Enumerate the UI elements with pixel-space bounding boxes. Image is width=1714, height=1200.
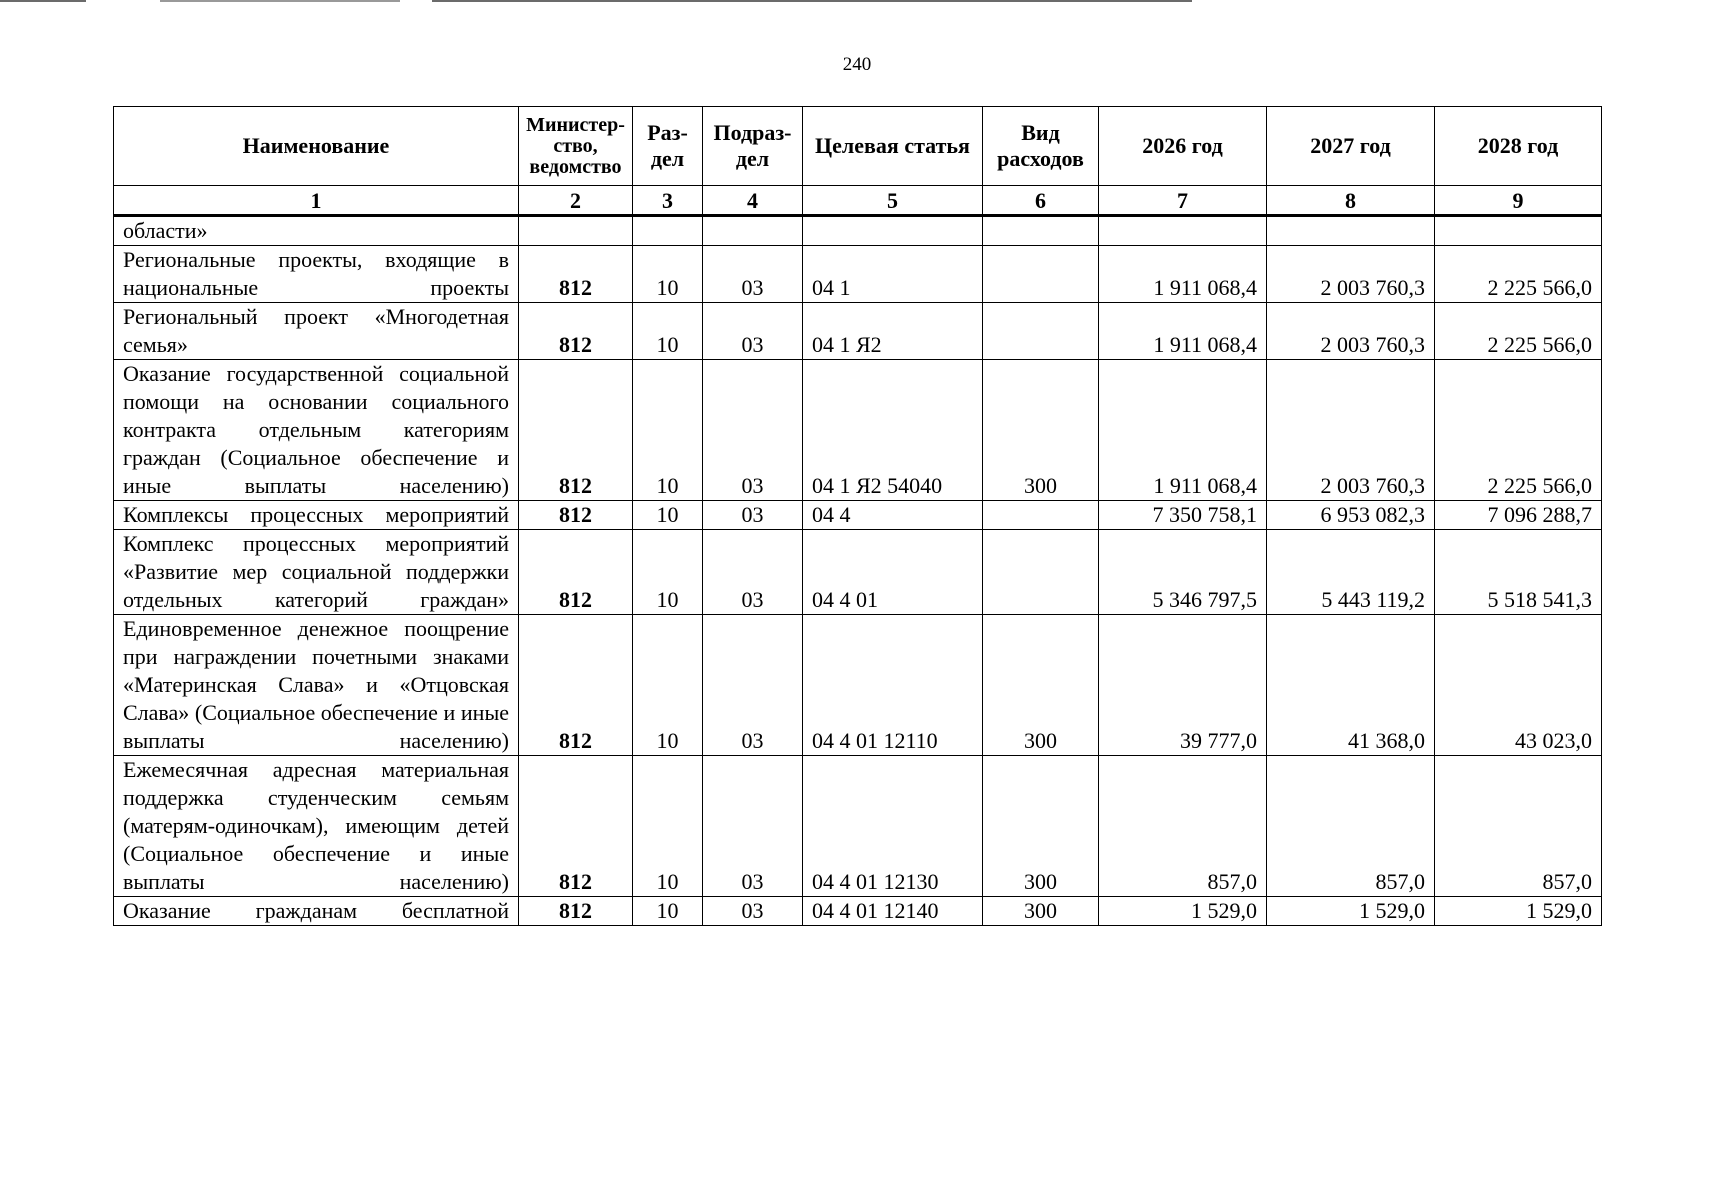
header-ministry: Министер-ство, ведомство	[519, 107, 633, 186]
row-ministry: 812	[519, 360, 633, 501]
row-amount-2027: 2 003 760,3	[1267, 246, 1435, 303]
row-ministry: 812	[519, 756, 633, 897]
column-number-row	[114, 186, 1602, 216]
column-number: 5	[803, 186, 983, 216]
row-subsection: 03	[703, 530, 803, 615]
row-amount-2026: 7 350 758,1	[1099, 501, 1267, 530]
row-amount-2027: 2 003 760,3	[1267, 303, 1435, 360]
row-expense-type: 300	[983, 360, 1099, 501]
row-target: 04 4 01 12130	[803, 756, 983, 897]
row-amount-2027: 857,0	[1267, 756, 1435, 897]
row-ministry: 812	[519, 246, 633, 303]
row-amount-2028: 1 529,0	[1435, 897, 1602, 926]
row-amount-2027: 41 368,0	[1267, 615, 1435, 756]
row-target: 04 1	[803, 246, 983, 303]
row-section: 10	[633, 530, 703, 615]
row-amount-2028: 2 225 566,0	[1435, 303, 1602, 360]
table-row	[114, 615, 1602, 756]
table-row	[114, 360, 1602, 501]
row-expense-type: 300	[983, 615, 1099, 756]
table-row	[114, 501, 1602, 530]
row-amount-2026: 1 911 068,4	[1099, 360, 1267, 501]
column-number: 6	[983, 186, 1099, 216]
row-amount-2027: 6 953 082,3	[1267, 501, 1435, 530]
table-row	[114, 216, 1602, 246]
row-name: Оказание государственной социальной помощи на основании социального контракта отдельным категориям граждан (Социальное обеспечение и иные выплаты населению)	[114, 360, 519, 501]
scan-edge-line	[0, 0, 86, 2]
row-subsection: 03	[703, 756, 803, 897]
row-section: 10	[633, 756, 703, 897]
column-number: 8	[1267, 186, 1435, 216]
row-amount-2028: 7 096 288,7	[1435, 501, 1602, 530]
scan-edge-line	[432, 0, 1192, 2]
table-row	[114, 303, 1602, 360]
row-subsection: 03	[703, 303, 803, 360]
row-subsection	[703, 216, 803, 246]
row-name: области»	[114, 216, 519, 246]
column-number: 4	[703, 186, 803, 216]
header-target: Целевая статья	[803, 107, 983, 186]
header-section: Раз-дел	[633, 107, 703, 186]
row-target: 04 4 01	[803, 530, 983, 615]
row-amount-2026: 1 911 068,4	[1099, 303, 1267, 360]
row-target: 04 1 Я2 54040	[803, 360, 983, 501]
page-number: 240	[842, 54, 872, 75]
header-2028: 2028 год	[1435, 107, 1602, 186]
row-target	[803, 216, 983, 246]
row-name: Единовременное денежное поощрение при награждении почетными знаками «Материнская Слава» и «Отцовская Слава» (Социальное обеспечение и иные выплаты населению)	[114, 615, 519, 756]
row-amount-2026: 5 346 797,5	[1099, 530, 1267, 615]
row-expense-type	[983, 530, 1099, 615]
table-row	[114, 897, 1602, 926]
budget-table	[113, 106, 1602, 926]
header-2027: 2027 год	[1267, 107, 1435, 186]
row-amount-2026: 1 529,0	[1099, 897, 1267, 926]
row-name: Региональные проекты, входящие в национальные проекты	[114, 246, 519, 303]
row-section: 10	[633, 615, 703, 756]
row-amount-2028: 5 518 541,3	[1435, 530, 1602, 615]
row-amount-2028: 857,0	[1435, 756, 1602, 897]
table-row	[114, 530, 1602, 615]
row-section: 10	[633, 303, 703, 360]
row-target: 04 4	[803, 501, 983, 530]
row-amount-2027: 1 529,0	[1267, 897, 1435, 926]
header-row	[114, 107, 1602, 186]
row-expense-type	[983, 501, 1099, 530]
row-amount-2026: 39 777,0	[1099, 615, 1267, 756]
row-expense-type	[983, 303, 1099, 360]
header-name: Наименование	[114, 107, 519, 186]
row-amount-2027: 5 443 119,2	[1267, 530, 1435, 615]
row-section: 10	[633, 360, 703, 501]
row-amount-2028: 2 225 566,0	[1435, 246, 1602, 303]
row-ministry: 812	[519, 303, 633, 360]
row-section: 10	[633, 501, 703, 530]
row-section: 10	[633, 246, 703, 303]
row-ministry: 812	[519, 615, 633, 756]
row-subsection: 03	[703, 360, 803, 501]
row-expense-type	[983, 246, 1099, 303]
table-row	[114, 246, 1602, 303]
row-ministry: 812	[519, 501, 633, 530]
row-amount-2027: 2 003 760,3	[1267, 360, 1435, 501]
row-section: 10	[633, 897, 703, 926]
row-name: Ежемесячная адресная материальная поддержка студенческим семьям (матерям-одиночкам), имеющим детей (Социальное обеспечение и иные выплаты населению)	[114, 756, 519, 897]
row-name: Региональный проект «Многодетная семья»	[114, 303, 519, 360]
row-name: Комплекс процессных мероприятий «Развитие мер социальной поддержки отдельных категорий граждан»	[114, 530, 519, 615]
row-expense-type	[983, 216, 1099, 246]
row-target: 04 4 01 12140	[803, 897, 983, 926]
header-2026: 2026 год	[1099, 107, 1267, 186]
row-expense-type: 300	[983, 756, 1099, 897]
row-amount-2026	[1099, 216, 1267, 246]
row-expense-type: 300	[983, 897, 1099, 926]
scan-edge-line	[160, 0, 400, 2]
column-number: 2	[519, 186, 633, 216]
column-number: 9	[1435, 186, 1602, 216]
row-target: 04 1 Я2	[803, 303, 983, 360]
row-subsection: 03	[703, 897, 803, 926]
row-target: 04 4 01 12110	[803, 615, 983, 756]
row-subsection: 03	[703, 501, 803, 530]
row-amount-2028	[1435, 216, 1602, 246]
row-section	[633, 216, 703, 246]
header-subsection: Подраз-дел	[703, 107, 803, 186]
row-amount-2026: 1 911 068,4	[1099, 246, 1267, 303]
row-name: Комплексы процессных мероприятий	[114, 501, 519, 530]
header-expense-type: Вид расходов	[983, 107, 1099, 186]
row-name: Оказание гражданам бесплатной	[114, 897, 519, 926]
column-number: 1	[114, 186, 519, 216]
row-amount-2027	[1267, 216, 1435, 246]
row-ministry: 812	[519, 530, 633, 615]
row-subsection: 03	[703, 246, 803, 303]
row-subsection: 03	[703, 615, 803, 756]
row-amount-2028: 2 225 566,0	[1435, 360, 1602, 501]
column-number: 7	[1099, 186, 1267, 216]
row-ministry	[519, 216, 633, 246]
table-row	[114, 756, 1602, 897]
row-amount-2028: 43 023,0	[1435, 615, 1602, 756]
row-amount-2026: 857,0	[1099, 756, 1267, 897]
row-ministry: 812	[519, 897, 633, 926]
column-number: 3	[633, 186, 703, 216]
